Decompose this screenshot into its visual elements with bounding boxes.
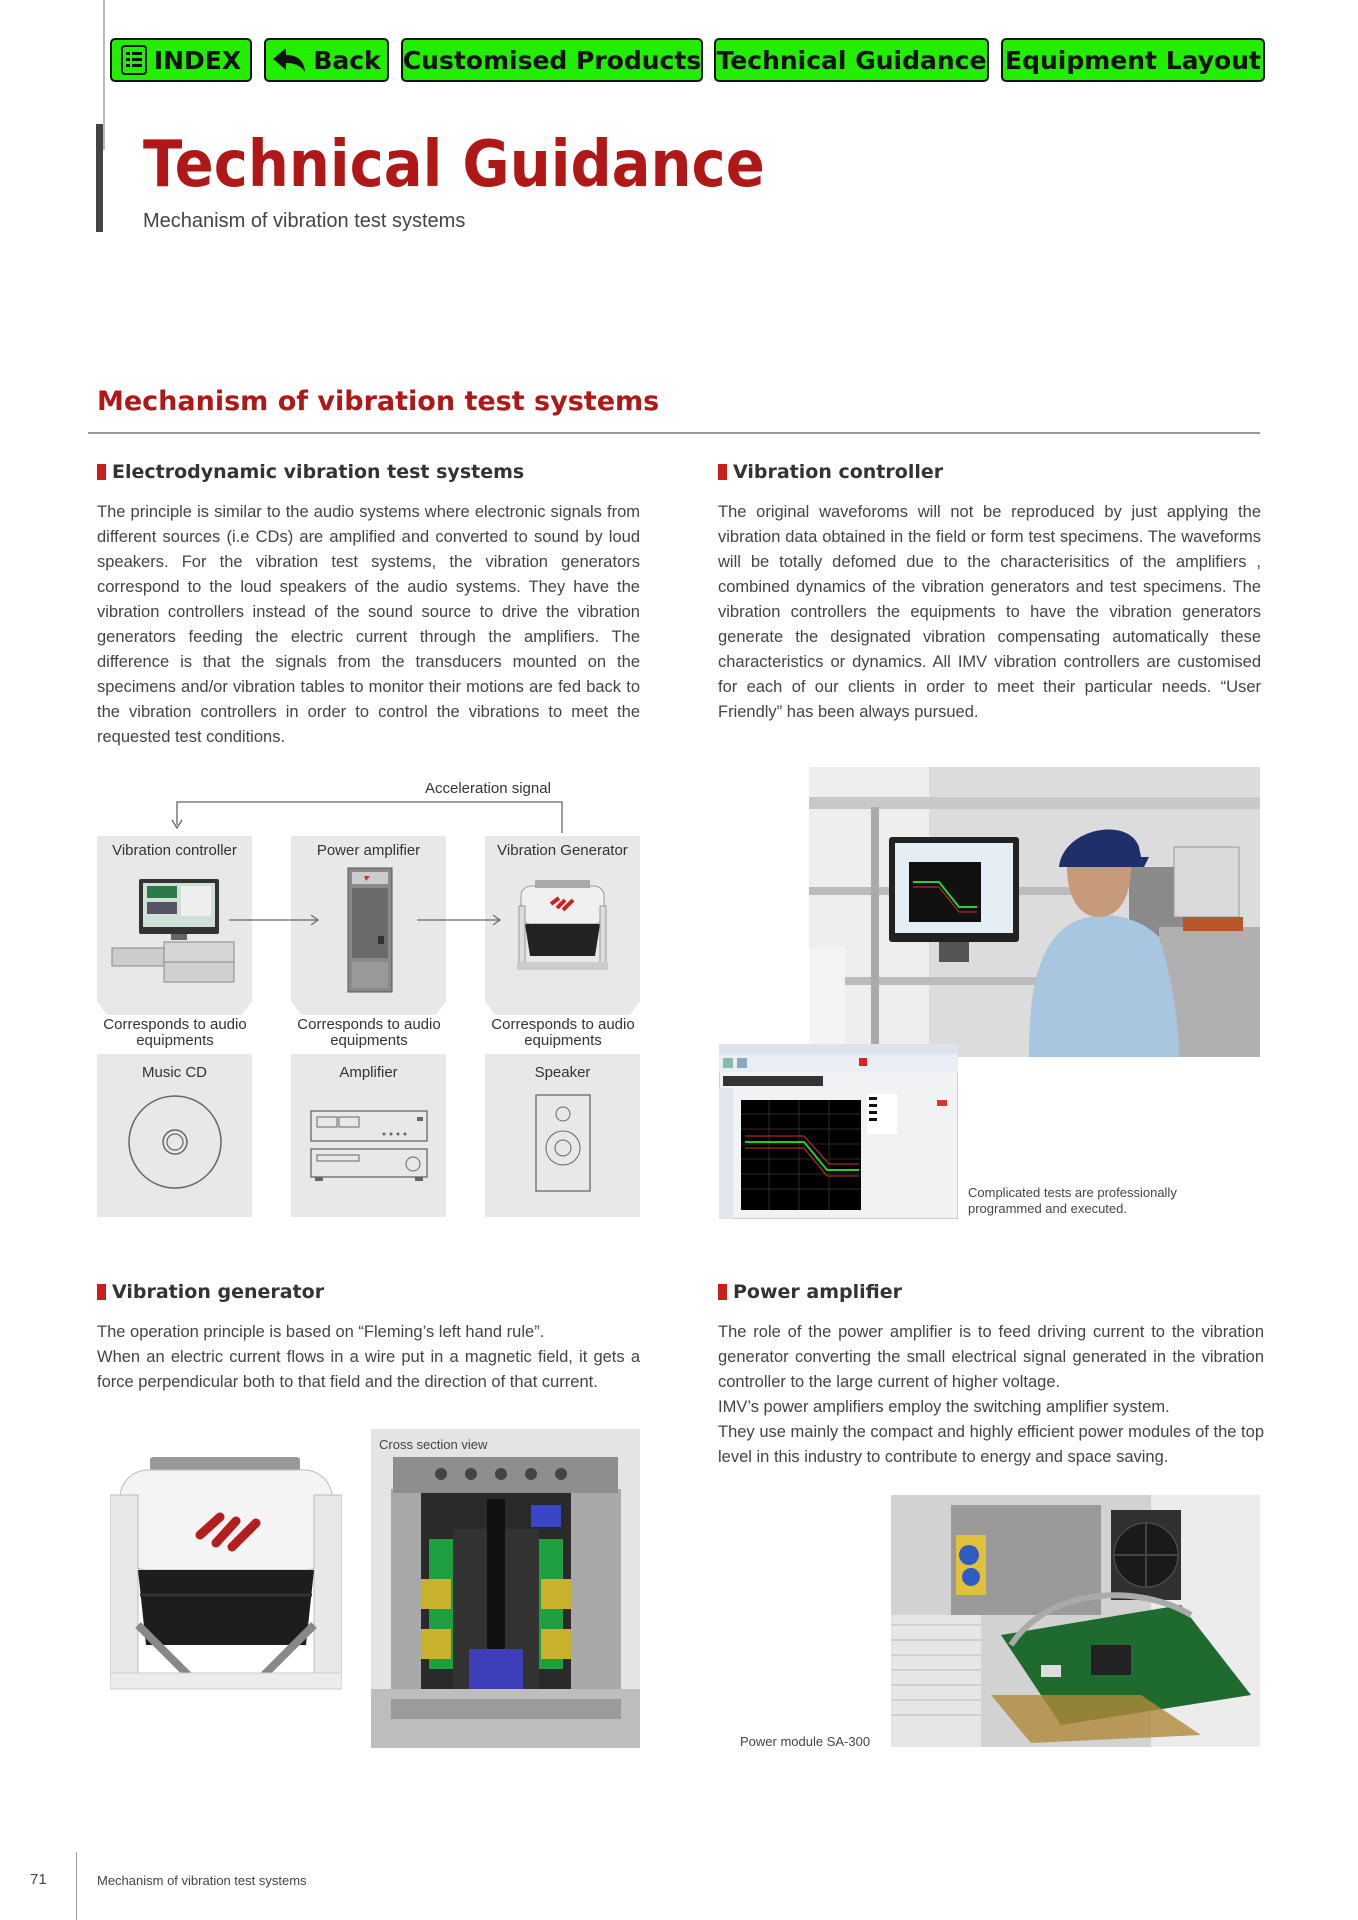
generator-heading-text: Vibration generator bbox=[112, 1281, 325, 1303]
header-vertical-rule bbox=[103, 0, 105, 150]
cross-section-photo bbox=[371, 1429, 640, 1748]
music-cd-box bbox=[97, 1054, 252, 1217]
speaker-label: Speaker bbox=[534, 1064, 591, 1081]
electrodynamic-paragraph bbox=[97, 500, 640, 750]
controller-photo-caption: Complicated tests are professionally programmed and executed. bbox=[968, 1185, 1177, 1216]
generator-paragraph bbox=[97, 1320, 640, 1395]
list-icon bbox=[121, 45, 147, 75]
corresponds-label-3: Corresponds to audio equipments bbox=[491, 1016, 635, 1049]
back-arrow-icon bbox=[272, 47, 306, 73]
controller-heading-text: Vibration controller bbox=[733, 461, 944, 483]
page-title: Technical Guidance bbox=[143, 128, 765, 202]
controller-illustration bbox=[109, 876, 244, 986]
technical-guidance-label: Technical Guidance bbox=[716, 45, 987, 75]
music-cd-label: Music CD bbox=[141, 1064, 207, 1081]
heading-marker bbox=[97, 1284, 106, 1300]
electrodynamic-heading-text: Electrodynamic vibration test systems bbox=[112, 461, 525, 483]
amplifier-body-3: They use mainly the compact and highly efficient power modules of the top level in this industry to contribute to energy and space saving. bbox=[718, 1423, 1264, 1466]
controller-paragraph bbox=[718, 500, 1261, 725]
speaker-icon bbox=[533, 1092, 593, 1196]
corresponds-label-1: Corresponds to audio equipments bbox=[103, 1016, 247, 1049]
amplifier-box bbox=[291, 1054, 446, 1217]
heading-marker bbox=[718, 464, 727, 480]
title-accent-bar bbox=[96, 124, 103, 232]
signal-arrow-2 bbox=[415, 913, 505, 927]
equipment-layout-button[interactable] bbox=[1001, 38, 1265, 82]
amplifier-heading-text: Power amplifier bbox=[733, 1281, 902, 1303]
footer-section-title: Mechanism of vibration test systems bbox=[97, 1873, 307, 1888]
amplifier-heading bbox=[718, 1281, 902, 1303]
index-button[interactable] bbox=[110, 38, 252, 82]
electrodynamic-heading bbox=[97, 461, 524, 483]
heading-marker bbox=[718, 1284, 727, 1300]
back-button[interactable] bbox=[264, 38, 389, 82]
generator-heading bbox=[97, 1281, 324, 1303]
vibration-generator-photo bbox=[110, 1455, 342, 1695]
page-subtitle: Mechanism of vibration test systems bbox=[143, 210, 466, 232]
box-pointers bbox=[97, 1001, 640, 1017]
customised-products-label: Customised Products bbox=[402, 45, 702, 75]
generator-illustration bbox=[515, 876, 610, 976]
footer-divider bbox=[76, 1852, 77, 1920]
vibration-controller-label: Vibration controller bbox=[112, 842, 237, 859]
customised-products-button[interactable] bbox=[401, 38, 703, 82]
vibration-generator-box bbox=[485, 836, 640, 1002]
equipment-layout-label: Equipment Layout bbox=[1005, 45, 1261, 75]
controller-software-screenshot bbox=[719, 1044, 958, 1219]
stereo-amplifier-icon bbox=[309, 1109, 429, 1185]
amplifier-paragraph bbox=[718, 1320, 1264, 1470]
technical-guidance-button[interactable] bbox=[714, 38, 989, 82]
controller-heading bbox=[718, 461, 943, 483]
power-module-photo bbox=[891, 1495, 1260, 1747]
cross-section-label: Cross section view bbox=[379, 1437, 488, 1452]
section-divider bbox=[88, 432, 1260, 434]
generator-body-2: When an electric current flows in a wire put in a magnetic field, it gets a force perpendicular both to that field and the direction of that current. bbox=[97, 1348, 640, 1391]
generator-body-1: The operation principle is based on “Fleming’s left hand rule”. bbox=[97, 1323, 545, 1341]
amplifier-label: Amplifier bbox=[339, 1064, 398, 1081]
back-label: Back bbox=[313, 45, 381, 75]
power-amplifier-label: Power amplifier bbox=[316, 842, 421, 859]
page-number: 71 bbox=[30, 1871, 47, 1888]
amplifier-cabinet-illustration bbox=[346, 866, 396, 998]
controller-operator-photo bbox=[809, 767, 1260, 1057]
amplifier-body-2: IMV’s power amplifiers employ the switching amplifier system. bbox=[718, 1398, 1170, 1416]
index-label: INDEX bbox=[153, 45, 242, 75]
amplifier-body-1: The role of the power amplifier is to feed driving current to the vibration generator converting the small electrical signal generated in the vibration controller to the large current of higher voltage. bbox=[718, 1323, 1264, 1391]
feedback-arrow bbox=[160, 795, 580, 835]
section-title: Mechanism of vibration test systems bbox=[97, 386, 660, 417]
electrodynamic-body: The principle is similar to the audio systems where electronic signals from different sources (i.e CDs) are amplified and converted to sound by loud speakers. For the vibration test systems, the vibration generators correspond to the loud speakers of the audio systems. They have the vibration controllers instead of the sound source to drive the vibration generators feeding the electric current through the amplifiers. The difference is that the signals from the transducers mounted on the specimens and/or vibration tables to monitor their motions are fed back to the vibration controllers in order to control the vibrations to meet the requested test conditions. bbox=[97, 503, 640, 746]
vibration-generator-label: Vibration Generator bbox=[497, 842, 628, 859]
power-module-caption: Power module SA-300 bbox=[740, 1734, 871, 1749]
speaker-box bbox=[485, 1054, 640, 1217]
controller-body: The original waveforoms will not be reproduced by just applying the vibration data obtained in the field or form test specimens. The waveforms will be totally defomed due to the characterisitics of the amplifiers , combined dynamics of the vibration generators and test specimens. The vibration controllers the equipments to have the vibration generators generate the designated vibration compensating automatically these characteristics or dynamics. All IMV vibration controllers are customised for each of our clients in order to meet their particular needs. “User Friendly” has been always pursued. bbox=[718, 503, 1261, 721]
signal-arrow-1 bbox=[227, 913, 322, 927]
corresponds-label-2: Corresponds to audio equipments bbox=[297, 1016, 441, 1049]
heading-marker bbox=[97, 464, 106, 480]
acceleration-signal-label: Acceleration signal bbox=[425, 780, 551, 797]
cd-disc-icon bbox=[125, 1092, 225, 1192]
